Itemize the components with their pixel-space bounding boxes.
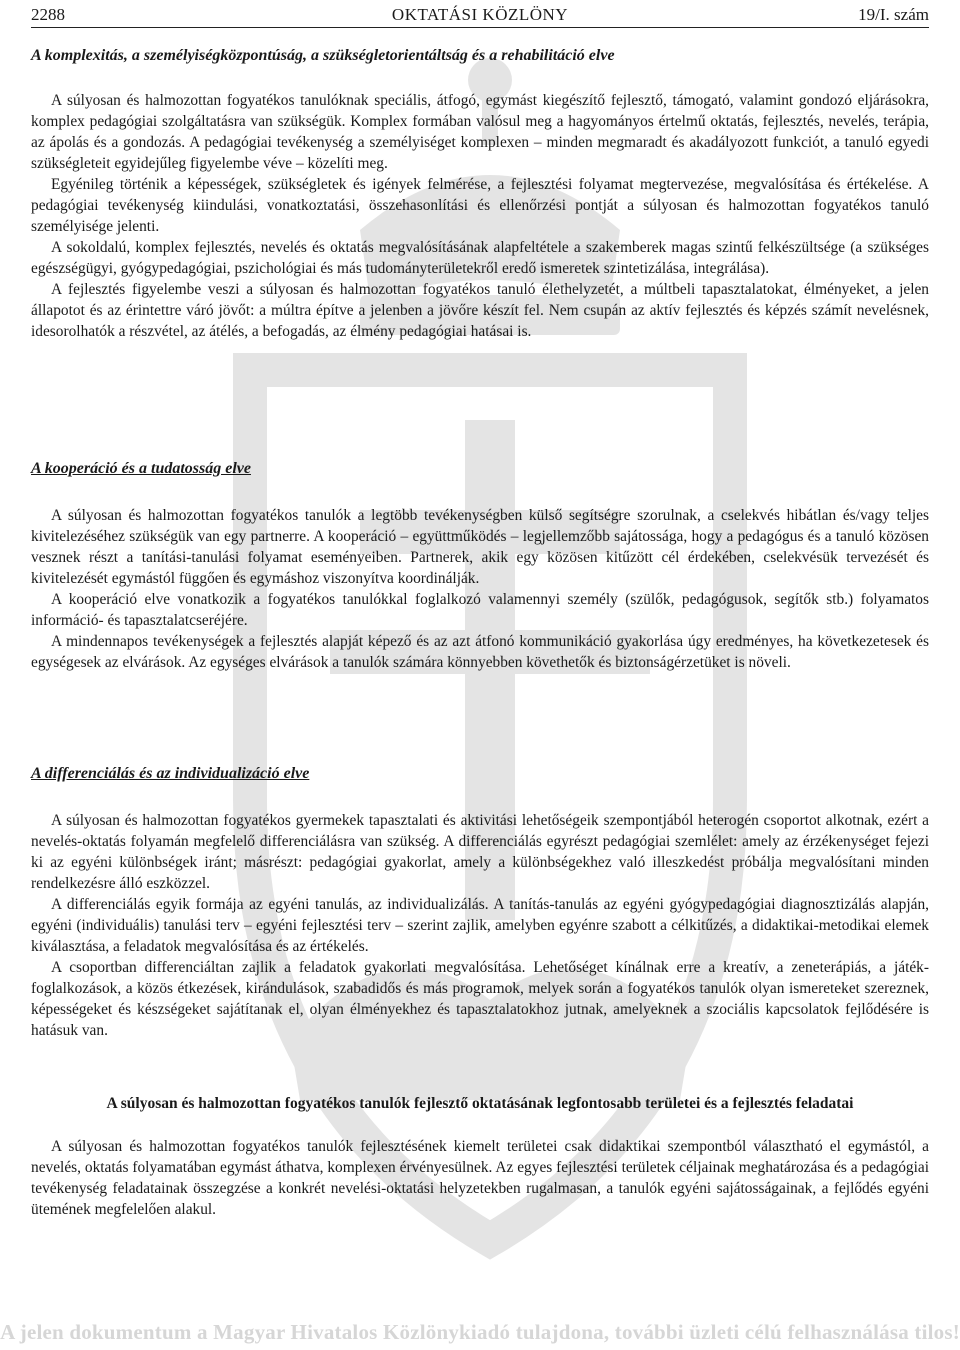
section-complexity-body	[31, 90, 929, 342]
paragraph: A kooperáció elve vonatkozik a fogyatékos tanulókkal foglalkozó valamennyi személy (szülők, pedagógusok, segítők stb.) folyamatos információ- és tapasztalatcseréjére.	[31, 591, 929, 629]
page-header	[31, 5, 929, 28]
section-cooperation	[31, 459, 929, 673]
journal-title: OKTATÁSI KÖZLÖNY	[391, 5, 569, 24]
paragraph: A sokoldalú, komplex fejlesztés, nevelés és oktatás megvalósításának alapfeltétele a szakemberek magas szintű felkészültsége (a szükséges egészségügyi, gyógypedagógiai, pszichológiai és más tudományterületekről eredő ismeretek szintetizálása, integrálása).	[31, 239, 929, 277]
issue-number: 19/I. szám	[858, 5, 929, 24]
paragraph: A súlyosan és halmozottan fogyatékos tanulók fejlesztésének kiemelt területei csak didaktikai szempontból választható el egymástól, a nevelés, oktatás folyamatában egymást áthatva, komplexen érvényesülnek. Az egyes fejlesztési területek céljainak meghatározása és a pedagógiai tevékenység feladatainak összegzése a konkrét nevelési-oktatási helyzetekben rugalmasan, a tanulók egyéni sajátosságainak, a fejlődés egyéni ütemének megfelelően alakul.	[31, 1138, 929, 1218]
paragraph: A súlyosan és halmozottan fogyatékos gyermekek tapasztalati és aktivitási lehetőségeik szempontjából heterogén csoportot alkotnak, ezért a nevelés-oktatás folyamán megfelelő differenciálásra van szükség. A differenciálás egyrészt pedagógiai szemlélet: amely az érzékenységet fejezi ki az egyéni különbségek iránt; másrészt: pedagógiai gyakorlat, amely a különbségekhez való illeszkedést próbálja megvalósítani minden rendelkezésre álló eszközzel.	[31, 812, 929, 892]
paragraph: A mindennapos tevékenységek a fejlesztés alapját képező és az azt átfonó kommunikáció gyakorlása úgy eredményes, ha következetesek és egységesek az elvárások. Az egységes elvárások a tanulók számára könnyebben követhetők és biztonságérzetüket is növeli.	[31, 633, 929, 671]
page-number: 2288	[31, 5, 65, 24]
section-heading-development-areas: A súlyosan és halmozottan fogyatékos tanulók fejlesztő oktatásának legfontosabb területei és a fejlesztés feladatai	[106, 1095, 854, 1112]
section-differentiation	[31, 764, 929, 1041]
paragraph: A fejlesztés figyelembe veszi a súlyosan és halmozottan fogyatékos tanuló élethelyzetét, a múltbeli tapasztalatokat, élményeket, a jelen állapotot és az érintettre váró jövőt: a múltra építve a jelenben a jövőre készít fel. Nem csupán az aktív fejlesztés és képzés számít nevelésnek, idesorolhatók a részvétel, az átélés, a befogadás, az élmény pedagógiai hatásai is.	[31, 281, 929, 340]
section-heading-cooperation: A kooperáció és a tudatosság elve	[31, 460, 251, 477]
paragraph: A differenciálás egyik formája az egyéni tanulás, az individualizálás. A tanítás-tanulás az egyéni gyógypedagógiai diagnosztizálás alapján, egyéni (individuális) tanulási terv – egyéni fejlesztési terv – szerint zajlik, amelyben egyénre szabott a célkitűzés, a didaktikai-metodikai elemek kiválasztása, a feladatok megvalósítása és az értékelés.	[31, 896, 929, 955]
section-heading-differentiation: A differenciálás és az individualizáció elve	[31, 765, 310, 782]
paragraph: A csoportban differenciáltan zajlik a feladatok gyakorlati megvalósítása. Lehetőséget kínálnak erre a kreatív, a zeneterápiás, a játék-foglalkozások, a közös étkezések, kirándulások, szabadidős és más programok, melyek során a fogyatékos tanulók olyan ismereteket szereznek, képességeket és készségeket sajátítanak el, olyan élményekhez és tapasztalatokhoz jutnak, amelyeknek a szociális kapcsolatok fejlődésére is hatásuk van.	[31, 959, 929, 1039]
copyright-notice: A jelen dokumentum a Magyar Hivatalos Közlönykiadó tulajdona, további üzleti célú felhasználása tilos!	[0, 1320, 960, 1344]
paragraph: A súlyosan és halmozottan fogyatékos tanulók a legtöbb tevékenységben külső segítségre szorulnak, a cselekvés hibátlan és/vagy teljes kivitelezéséhez szükségük van egy partnerre. A kooperáció – együttműködés – legjellemzőbb sajátossága, hogy a pedagógus és a tanuló közösen vesznek részt a tanítási-tanulási folyamat eseményeiben. Partnerek, akik egy közösen kitűzött cél érdekében, cselekvésük tervezését és kivitelezését egymástól függően és egymáshoz viszonyítva koordinálják.	[31, 507, 929, 587]
paragraph: A súlyosan és halmozottan fogyatékos tanulóknak speciális, átfogó, egymást kiegészítő fejlesztő, támogató, valamint gondozó eljárásokra, komplex pedagógiai szolgáltatásra van szükségük. Komplex formában valósul meg a hagyományos értelmű oktatás, fejlesztés, nevelés, terápia, az ápolás és a gondozás. A pedagógiai tevékenység a személyiséget komplexen – minden megmaradt és akadályozott funkciót, a tanuló egyedi szükségleteit egyidejűleg figyelembe véve – közelíti meg.	[31, 92, 929, 172]
section-development-areas	[31, 1093, 929, 1220]
paragraph: Egyénileg történik a képességek, szükségletek és igények felmérése, a fejlesztési folyamat megtervezése, megvalósítása és értékelése. A pedagógiai tevékenység kiindulási, vonatkoztatási, összehasonlítási és ellenőrzési pontját a súlyosan és halmozottan fogyatékos tanuló személyisége jelenti.	[31, 176, 929, 235]
section-heading-complexity: A komplexitás, a személyiségközpontúság, a szükségletorientáltság és a rehabilitáció elve	[31, 47, 615, 64]
